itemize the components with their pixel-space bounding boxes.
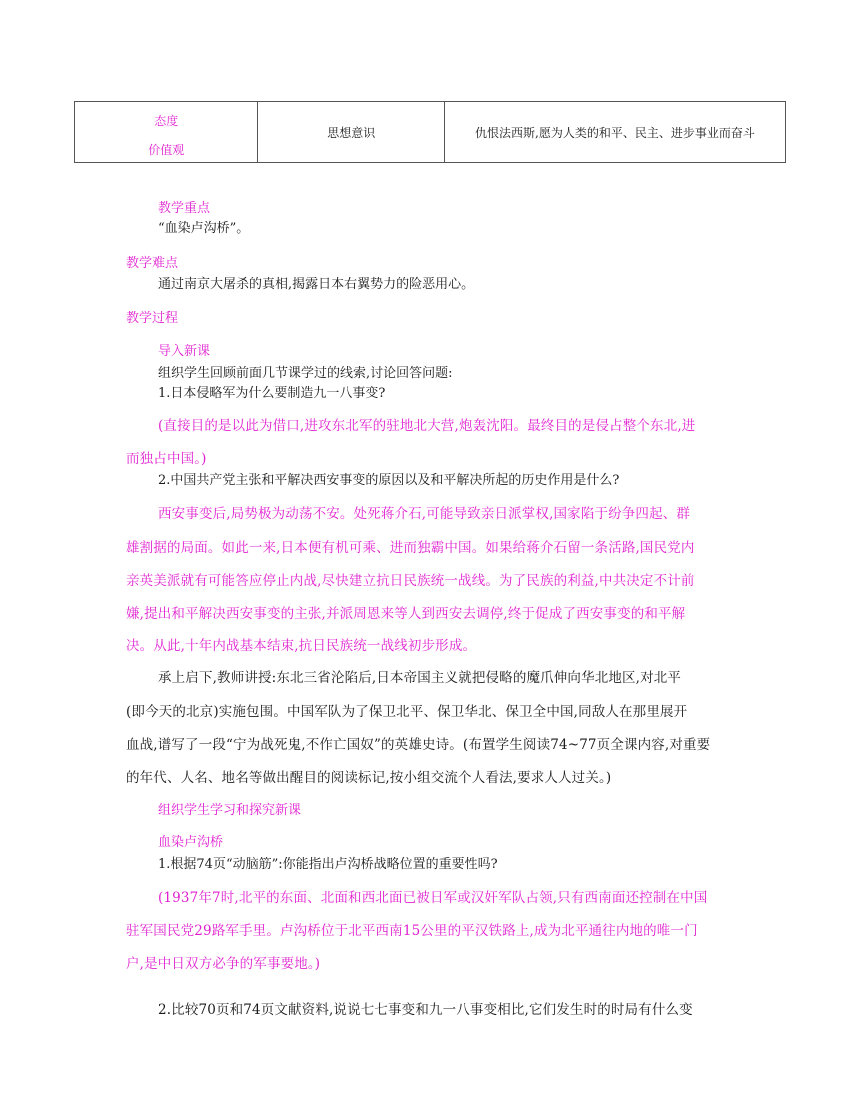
key-points-text: “血染卢沟桥”。 bbox=[158, 221, 250, 236]
dimension-cell: 思想意识 bbox=[258, 102, 444, 163]
category-cell bbox=[75, 102, 258, 163]
intro-answer-2-line: 亲英美派就有可能答应停止内战,尽快建立抗日民族统一战线。为了民族的利益,中共决定不计前 bbox=[126, 573, 695, 589]
transition-line: 的年代、人名、地名等做出醒目的阅读标记,按小组交流个人看法,要求人人过关。) bbox=[126, 770, 612, 786]
transition-line: (即今天的北京)实施包围。中国军队为了保卫北平、保卫华北、保卫全中国,同敌人在那里展开 bbox=[126, 704, 688, 720]
intro-answer-1-line-1: (直接目的是以此为借口,进攻东北军的驻地北大营,炮轰沈阳。最终目的是侵占整个东北,进 bbox=[158, 418, 696, 434]
difficult-points-heading: 教学难点 bbox=[126, 256, 179, 271]
key-points-heading: 教学重点 bbox=[158, 201, 211, 216]
category-line2: 价值观 bbox=[148, 143, 185, 157]
intro-answer-2-line: 雄割据的局面。如此一来,日本便有机可乘、进而独霸中国。如果给蒋介石留一条活路,国民党内 bbox=[126, 540, 695, 556]
intro-answer-2-line: 嫌,提出和平解决西安事变的主张,并派周恩来等人到西安去调停,终于促成了西安事变的和平解 bbox=[126, 606, 686, 622]
new-lesson-answer-1-line: 户,是中日双方必争的军事要地。) bbox=[126, 956, 321, 972]
intro-question-2: 2.中国共产党主张和平解决西安事变的原因以及和平解决所起的历史作用是什么? bbox=[158, 473, 620, 488]
transition-line: 血战,谱写了一段“宁为战死鬼,不作亡国奴”的英雄史诗。(布置学生阅读74~77页全课内容,对重要 bbox=[126, 737, 711, 753]
new-lesson-answer-1-line: (1937年7时,北平的东面、北面和西北面已被日军或汉奸军队占领,只有西南面还控制在中国 bbox=[158, 890, 708, 906]
transition-line: 承上启下,教师讲授:东北三省沦陷后,日本帝国主义就把侵略的魔爪伸向华北地区,对北平 bbox=[158, 670, 682, 686]
new-lesson-topic: 血染卢沟桥 bbox=[158, 835, 224, 850]
intro-answer-2-line: 决。从此,十年内战基本结束,抗日民族统一战线初步形成。 bbox=[126, 638, 477, 654]
new-lesson-answer-1-line: 驻军国民党29路军手里。卢沟桥位于北平西南15公里的平汉铁路上,成为北平通往内地的唯一门 bbox=[126, 923, 698, 939]
intro-instruction: 组织学生回顾前面几节课学过的线索,讨论回答问题: bbox=[158, 366, 453, 381]
difficult-points-text: 通过南京大屠杀的真相,揭露日本右翼势力的险恶用心。 bbox=[158, 277, 475, 292]
intro-heading: 导入新课 bbox=[158, 344, 211, 359]
goals-table bbox=[74, 101, 786, 163]
intro-answer-2-line: 西安事变后,局势极为动荡不安。处死蒋介石,可能导致亲日派掌权,国家陷于纷争四起、群 bbox=[158, 506, 691, 522]
intro-answer-1-line-2: 而独占中国。) bbox=[126, 451, 207, 467]
new-lesson-question-1: 1.根据74页“动脑筋”:你能指出卢沟桥战略位置的重要性吗? bbox=[158, 857, 498, 872]
process-heading: 教学过程 bbox=[126, 311, 179, 326]
intro-question-1: 1.日本侵略军为什么要制造九一八事变? bbox=[158, 386, 386, 401]
new-lesson-question-2: 2.比较70页和74页文献资料,说说七七事变和九一八事变相比,它们发生时的时局有什么变 bbox=[158, 1002, 693, 1018]
category-line1: 态度 bbox=[154, 114, 179, 128]
content-cell: 仇恨法西斯,愿为人类的和平、民主、进步事业而奋斗 bbox=[444, 102, 785, 163]
new-lesson-heading: 组织学生学习和探究新课 bbox=[158, 803, 302, 818]
table-row bbox=[75, 102, 786, 163]
